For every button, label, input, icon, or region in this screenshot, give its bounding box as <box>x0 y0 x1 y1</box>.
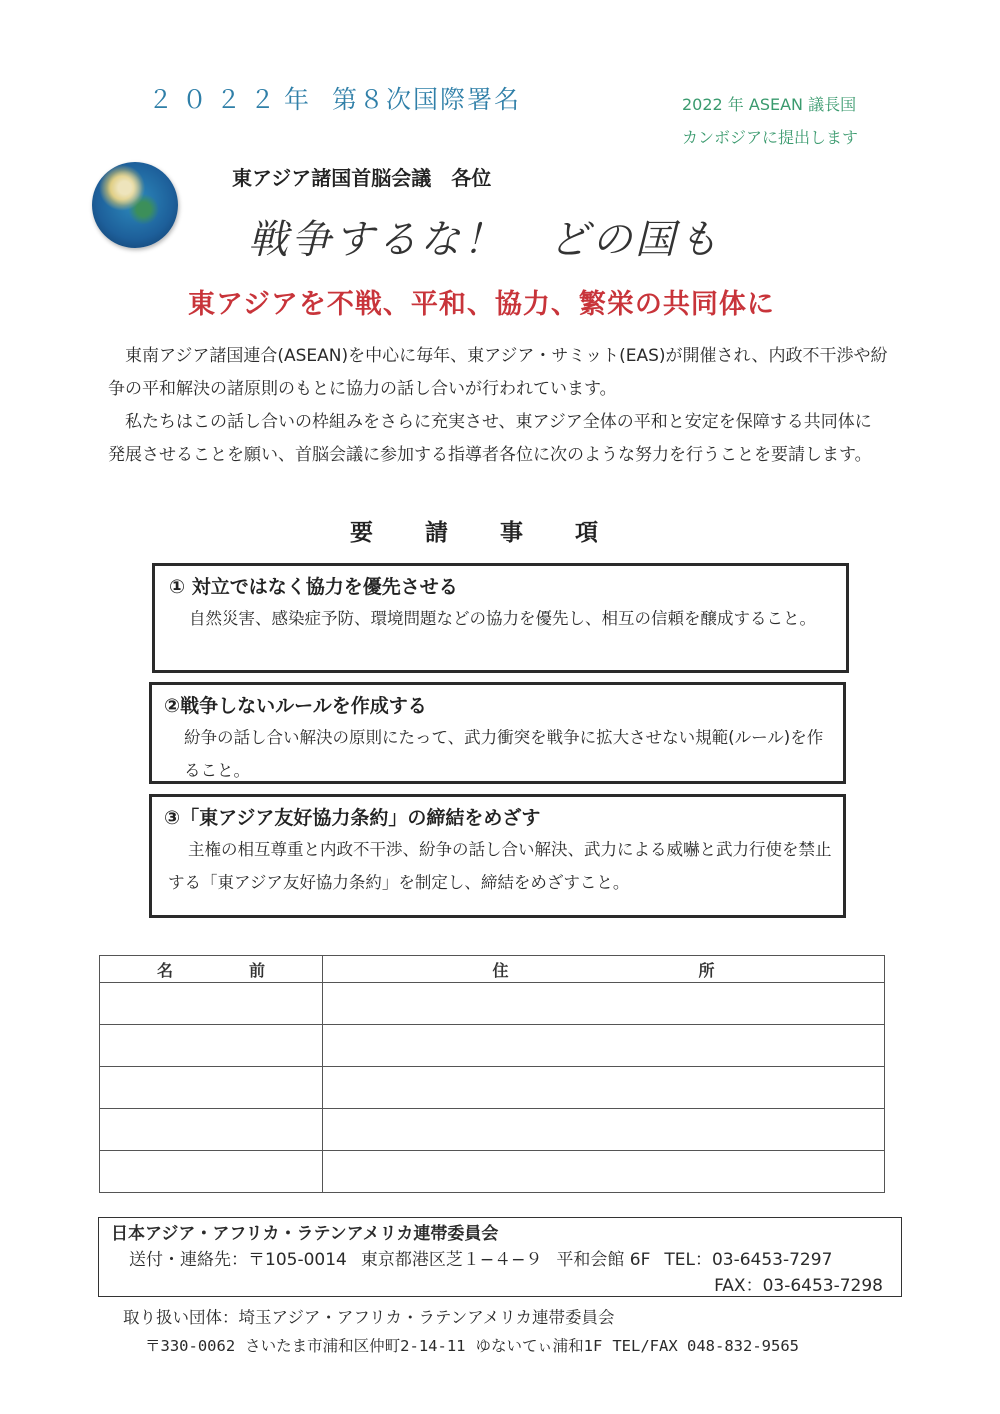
requests-heading: 要請事項 <box>350 519 650 546</box>
header-note-line1: 2022 年 ASEAN 議長国 <box>682 95 857 114</box>
request-box-2 <box>149 682 846 784</box>
handler-postal: 〒330-0062 <box>145 1337 236 1355</box>
name-column-header <box>100 956 323 983</box>
signature-row <box>100 1067 885 1109</box>
name-cell[interactable] <box>100 983 323 1025</box>
address-header-char-2: 所 <box>698 960 715 980</box>
address-cell[interactable] <box>323 983 885 1025</box>
contact-fax: FAX：03-6453-7298 <box>714 1276 883 1296</box>
globe-image <box>92 162 178 248</box>
request-box-3 <box>149 794 846 918</box>
signature-row <box>100 1025 885 1067</box>
address-cell[interactable] <box>323 1151 885 1193</box>
header-year: ２０２２年 <box>148 85 319 114</box>
address-column-header <box>323 956 885 983</box>
page-title: 戦争するな！ どの国も <box>248 217 721 263</box>
intro-text <box>108 340 888 472</box>
signature-table-header <box>100 956 885 983</box>
contact-label: 送付・連絡先：〒105-0014 <box>129 1250 347 1270</box>
handler-telfax: TEL/FAX 048-832-9565 <box>612 1337 799 1355</box>
contact-line <box>111 1247 891 1273</box>
request-body: 紛争の話し合い解決の原則にたって、武力衝突を戦争に拡大させない規範(ルール)を作ること。 <box>184 728 824 780</box>
handler-organization: 取り扱い団体：埼玉アジア・アフリカ・ラテンアメリカ連帯委員会 <box>123 1308 615 1327</box>
header-campaign: 第８次国際署名 <box>332 85 522 114</box>
address-header-char-1: 住 <box>492 960 509 980</box>
organization-name: 日本アジア・アフリカ・ラテンアメリカ連帯委員会 <box>111 1224 499 1244</box>
signature-row <box>100 983 885 1025</box>
address-cell[interactable] <box>323 1025 885 1067</box>
request-box-1 <box>152 563 849 673</box>
page-subtitle: 東アジアを不戦、平和、協力、繁栄の共同体に <box>188 289 775 320</box>
handler-address: さいたま市浦和区仲町2-14-11 <box>245 1337 466 1355</box>
campaign-header <box>148 80 521 116</box>
intro-paragraph-2: 私たちはこの話し合いの枠組みをさらに充実させ、東アジア全体の平和と安定を保障する共同体に発展させることを願い、首脳会議に参加する指導者各位に次のような努力を行うことを要請します。 <box>108 412 872 465</box>
contact-building: 平和会館 6F <box>556 1250 651 1270</box>
address-cell[interactable] <box>323 1109 885 1151</box>
name-header-char-1: 名 <box>156 960 173 980</box>
name-cell[interactable] <box>100 1151 323 1193</box>
request-title: ③「東アジア友好協力条約」の締結をめざす <box>164 807 541 829</box>
contact-box <box>98 1217 902 1297</box>
name-cell[interactable] <box>100 1025 323 1067</box>
name-header-char-2: 前 <box>249 960 266 980</box>
request-body: 主権の相互尊重と内政不干渉、紛争の話し合い解決、武力による威嚇と武力行使を禁止する「東アジア友好協力条約」を制定し、締結をめざすこと。 <box>168 840 832 892</box>
signature-row <box>100 1151 885 1193</box>
name-cell[interactable] <box>100 1109 323 1151</box>
handler-contact-line <box>123 1332 809 1360</box>
contact-address: 東京都港区芝１−４−９ <box>360 1250 543 1270</box>
header-note-line2: カンボジアに提出します <box>682 128 859 147</box>
handler-info <box>123 1304 809 1360</box>
handler-building: ゆないてぃ浦和1F <box>475 1337 603 1355</box>
header-note <box>682 88 858 154</box>
signature-row <box>100 1109 885 1151</box>
name-cell[interactable] <box>100 1067 323 1109</box>
intro-paragraph-1: 東南アジア諸国連合(ASEAN)を中心に毎年、東アジア・サミット(EAS)が開催され、内政不干渉や紛争の平和解決の諸原則のもとに協力の話し合いが行われています。 <box>108 346 888 399</box>
contact-tel: TEL：03-6453-7297 <box>664 1250 833 1270</box>
addressee: 東アジア諸国首脳会議 各位 <box>232 166 492 190</box>
request-title: ②戦争しないルールを作成する <box>164 695 427 717</box>
request-title: ① 対立ではなく協力を優先させる <box>169 576 458 598</box>
signature-table <box>99 955 885 1193</box>
address-cell[interactable] <box>323 1067 885 1109</box>
request-body: 自然災害、感染症予防、環境問題などの協力を優先し、相互の信頼を醸成すること。 <box>189 609 816 628</box>
